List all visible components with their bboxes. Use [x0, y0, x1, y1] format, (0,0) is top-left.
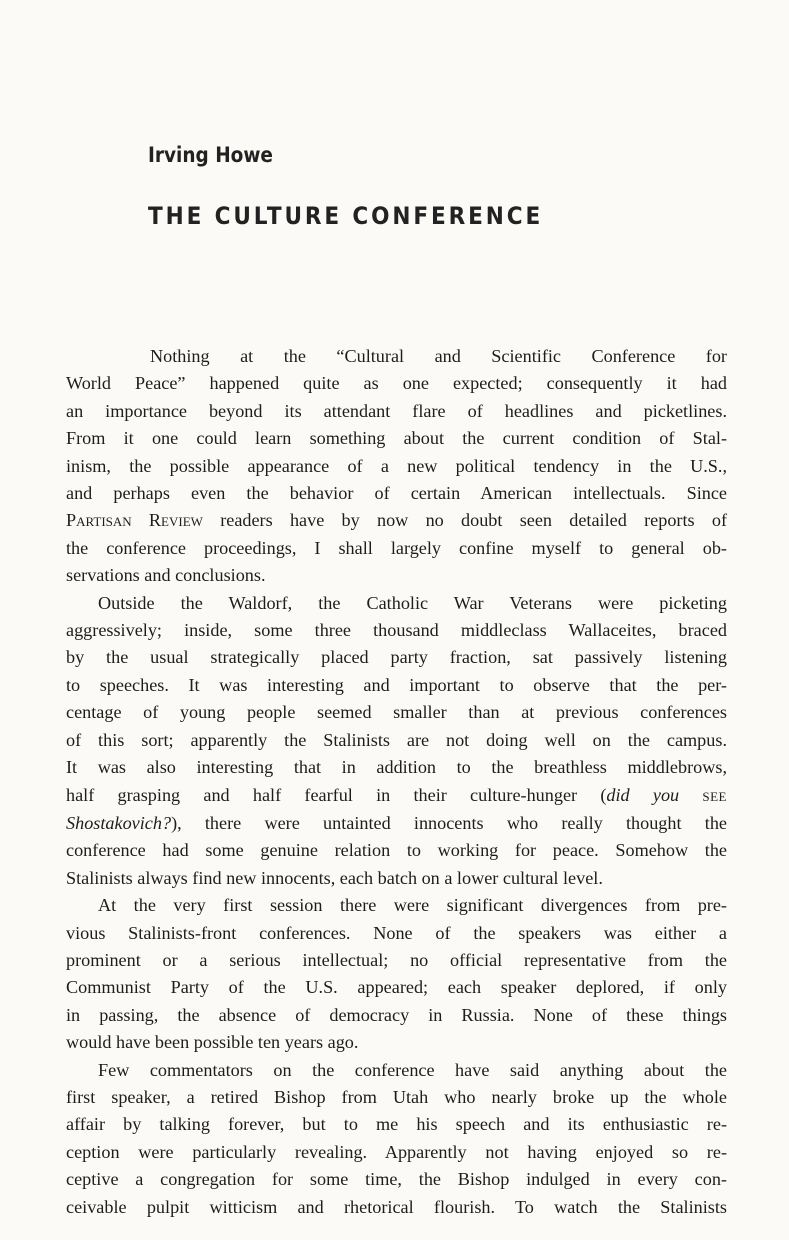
text-line — [66, 810, 727, 837]
text-segment: by the usual strategically placed party fraction, sat passively listening — [66, 647, 727, 668]
text-segment: an importance beyond its attendant flare of headlines and picketlines. — [66, 400, 727, 421]
text-line — [66, 1139, 727, 1166]
text-line — [66, 1166, 727, 1193]
text-line — [66, 1084, 727, 1111]
text-line — [66, 865, 727, 892]
text-segment: inism, the possible appearance of a new political tendency in the U.S., — [66, 455, 727, 476]
text-line — [66, 837, 727, 864]
text-segment: Outside the Waldorf, the Catholic War Veterans were picketing — [98, 592, 727, 613]
text-segment: Few commentators on the conference have said anything about the — [98, 1059, 727, 1080]
text-line — [66, 892, 727, 919]
text-segment: ), there were untainted innocents who really thought the — [171, 812, 727, 833]
text-segment: Communist Party of the U.S. appeared; each speaker deplored, if only — [66, 977, 727, 998]
text-line — [66, 507, 727, 534]
text-segment: affair by talking forever, but to me his speech and its enthusiastic re- — [66, 1114, 727, 1135]
text-segment: would have been possible ten years ago. — [66, 1032, 359, 1053]
text-line — [66, 920, 727, 947]
text-line — [66, 1194, 727, 1221]
text-line — [66, 1029, 727, 1056]
text-segment: and perhaps even the behavior of certain American intellectuals. Since — [66, 483, 727, 504]
text-line — [66, 425, 727, 452]
text-segment: ceivable pulpit witticism and rhetorical flourish. To watch the Stalinists — [66, 1196, 727, 1217]
text-line — [66, 590, 727, 617]
text-segment: servations and conclusions. — [66, 565, 266, 586]
text-line — [66, 947, 727, 974]
text-segment: Stalinists always find new innocents, each batch on a lower cultural level. — [66, 867, 603, 888]
text-segment: SEE — [702, 788, 728, 804]
text-segment: readers have by now no doubt seen detailed reports of — [202, 510, 728, 531]
text-segment: Nothing at the “Cultural and Scientific Conference for — [150, 346, 727, 366]
text-line — [66, 1111, 727, 1138]
text-line — [66, 370, 727, 397]
paragraph — [66, 343, 727, 590]
article-title: THE CULTURE CONFERENCE — [148, 202, 544, 230]
article-body — [66, 343, 727, 1221]
text-segment: World Peace” happened quite as one expected; consequently it had — [66, 373, 727, 394]
text-segment: From it one could learn something about the current condition of Stal- — [66, 428, 727, 449]
text-line — [66, 343, 727, 370]
text-segment — [679, 785, 702, 805]
text-segment: It was also interesting that in addition to the breathless middlebrows, — [66, 757, 727, 778]
text-segment: conference had some genuine relation to working for peace. Somehow the — [66, 840, 727, 861]
text-line — [66, 974, 727, 1001]
text-segment: At the very first session there were significant divergences from pre- — [98, 895, 727, 916]
text-line — [66, 617, 727, 644]
text-line — [66, 699, 727, 726]
text-segment: in passing, the absence of democracy in Russia. None of these things — [66, 1004, 727, 1025]
text-segment: prominent or a serious intellectual; no official representative from the — [66, 949, 727, 970]
text-segment: the conference proceedings, I shall largely confine myself to general ob- — [66, 537, 727, 558]
text-segment: Partisan Review — [66, 510, 203, 531]
text-line — [66, 644, 727, 671]
text-segment: vious Stalinists-front conferences. None of the speakers was either a — [66, 922, 727, 943]
text-segment: did you — [606, 784, 680, 805]
text-segment: centage of young people seemed smaller than at previous conferences — [66, 702, 727, 723]
text-line — [66, 754, 727, 781]
text-line — [66, 562, 727, 589]
text-segment: of this sort; apparently the Stalinists are not doing well on the campus. — [66, 729, 727, 750]
text-line — [66, 480, 727, 507]
text-line — [66, 782, 727, 810]
paragraph — [66, 590, 727, 892]
text-line — [66, 535, 727, 562]
text-line — [66, 672, 727, 699]
author-name: Irving Howe — [148, 143, 273, 167]
paragraph — [66, 1057, 727, 1221]
text-segment: to speeches. It was interesting and important to observe that the per- — [66, 674, 727, 695]
text-segment: half grasping and half fearful in their culture-hunger ( — [66, 784, 607, 805]
text-line — [66, 1002, 727, 1029]
text-segment: ception were particularly revealing. Apparently not having enjoyed so re- — [66, 1141, 727, 1162]
text-line — [66, 727, 727, 754]
text-segment: aggressively; inside, some three thousand middleclass Wallaceites, braced — [66, 620, 727, 641]
text-segment: ceptive a congregation for some time, the Bishop indulged in every con- — [66, 1169, 727, 1190]
paragraph — [66, 892, 727, 1056]
text-line — [66, 1057, 727, 1084]
text-segment: first speaker, a retired Bishop from Utah who nearly broke up the whole — [66, 1086, 727, 1107]
text-segment: Shostakovich? — [66, 812, 172, 833]
text-line — [66, 453, 727, 480]
text-line — [66, 398, 727, 425]
